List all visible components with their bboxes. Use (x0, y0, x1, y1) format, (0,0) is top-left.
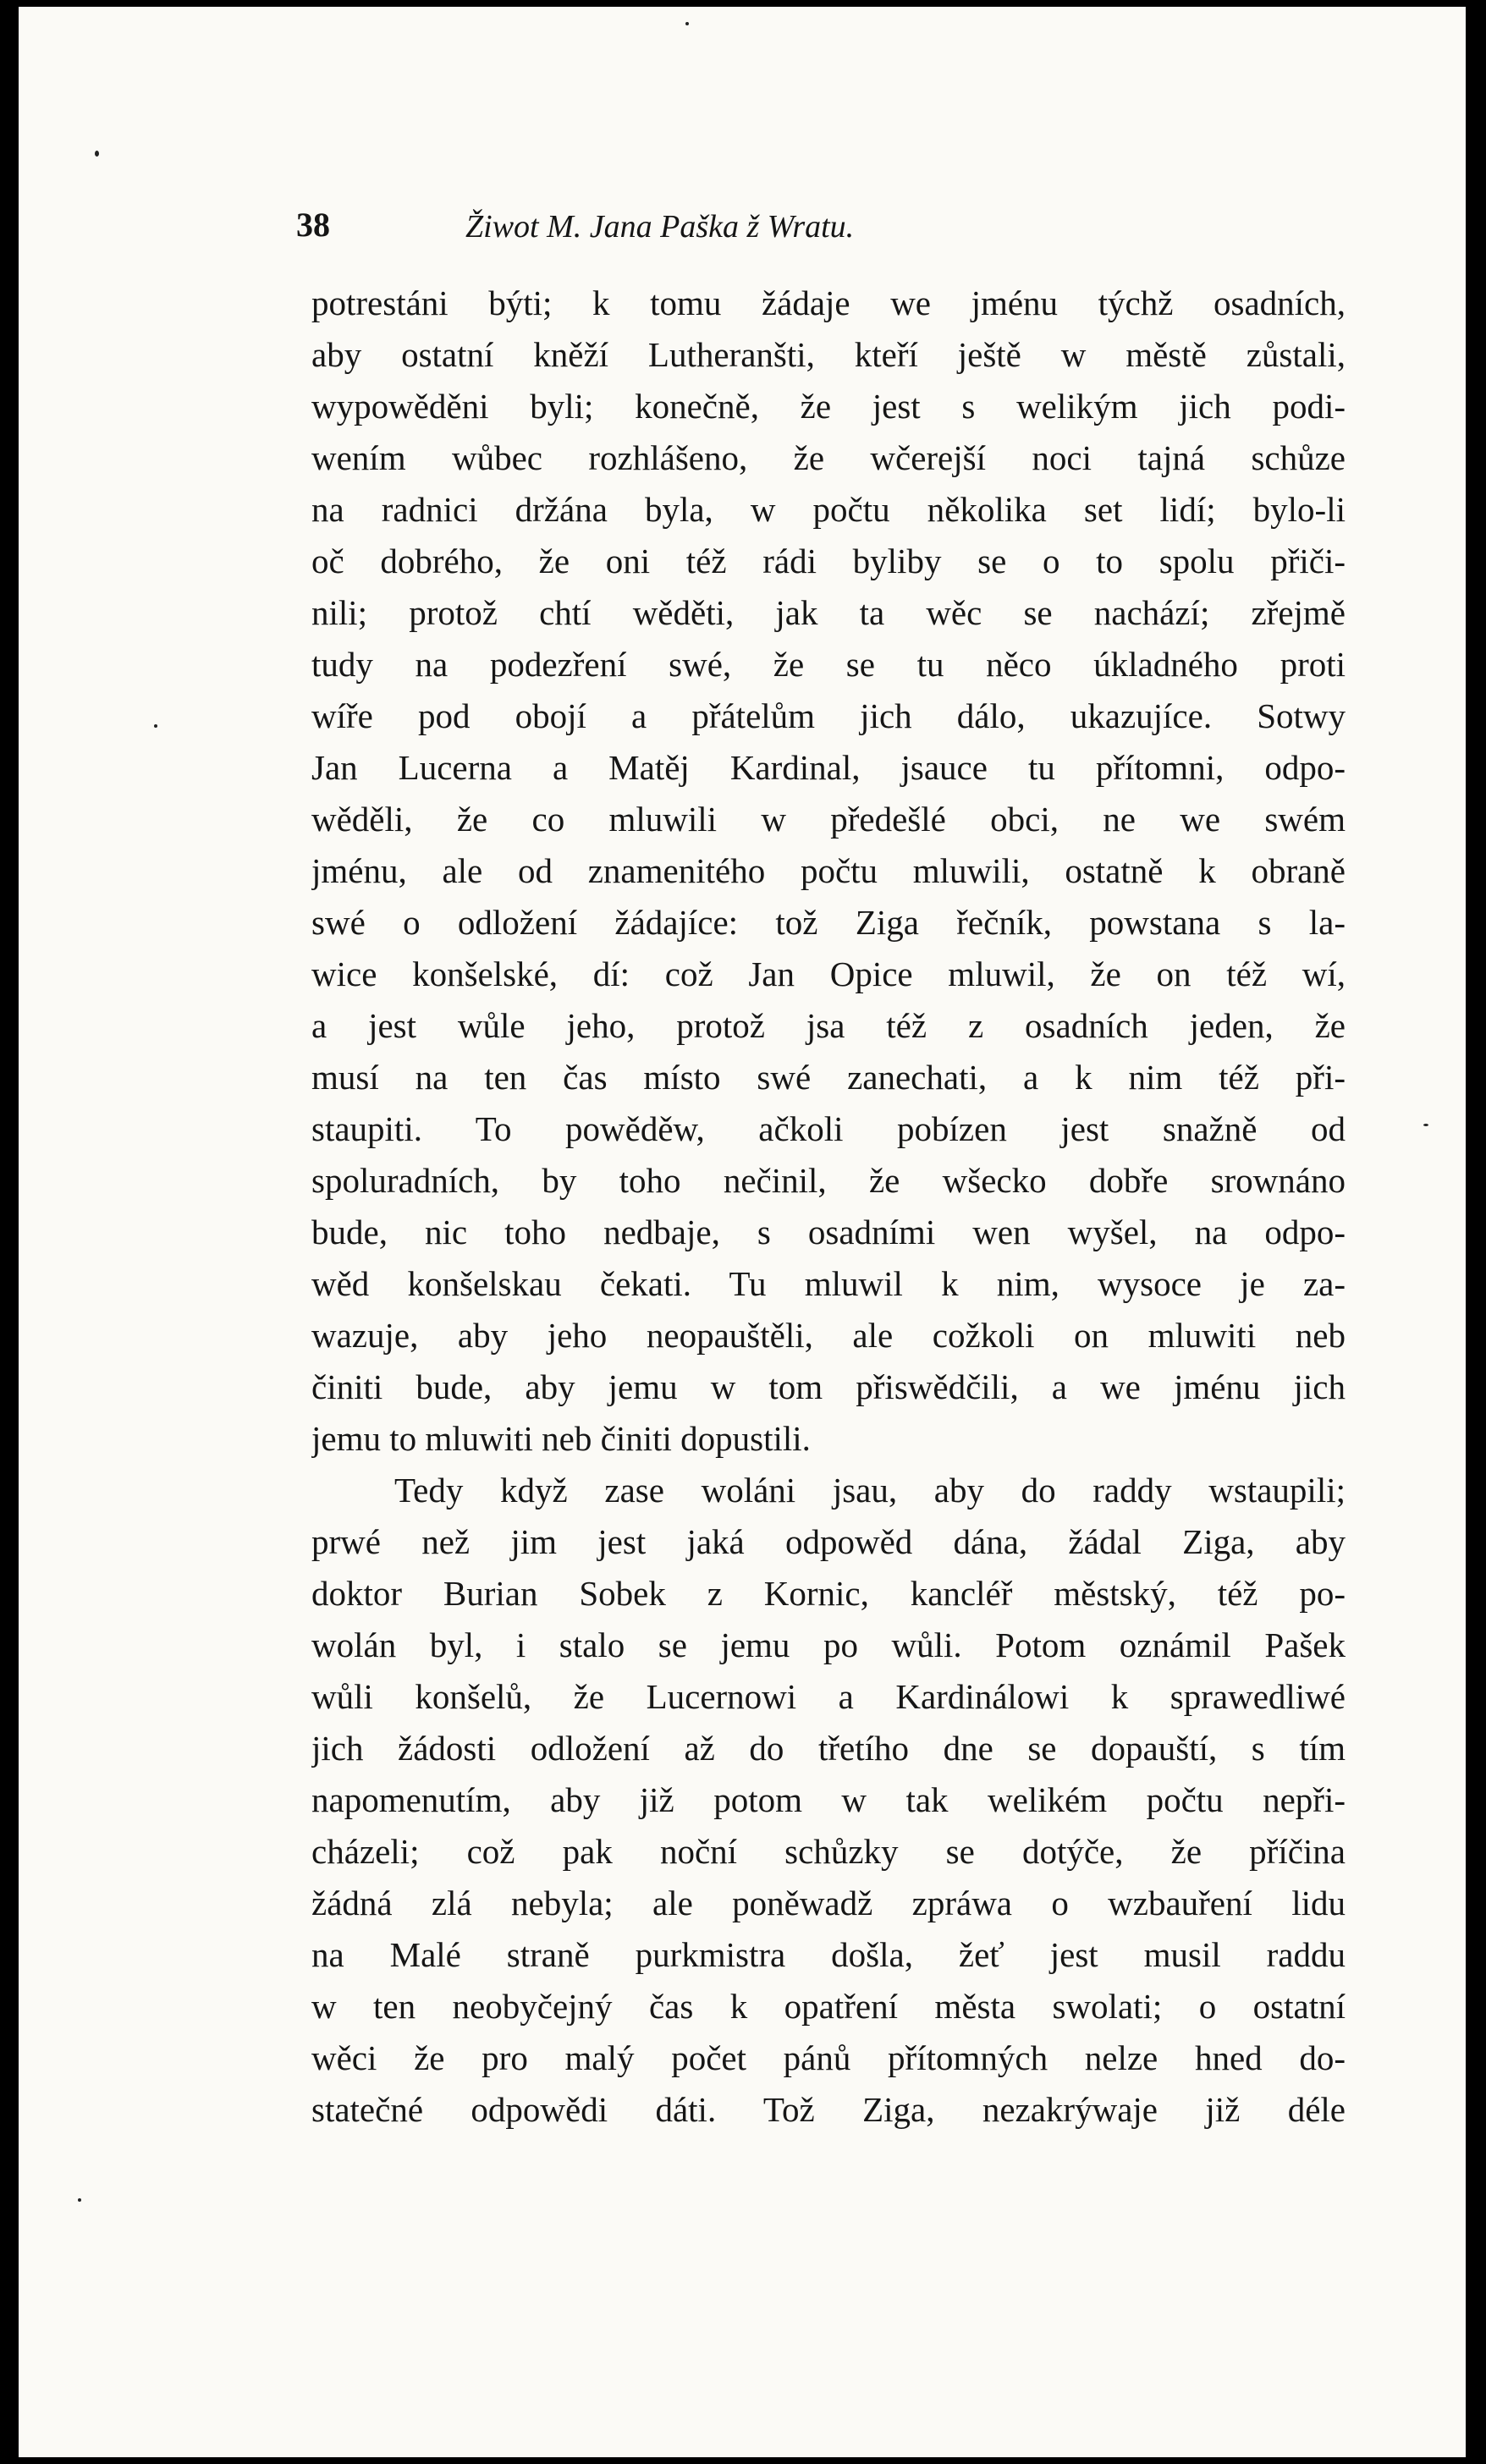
text-line: staupiti. To powěděw, ačkoli pobízen jest snažně od (311, 1109, 1346, 1148)
text-line: wolán byl, i stalo se jemu po wůli. Potom oznámil Pašek (311, 1625, 1346, 1664)
text-line: na radnici držána byla, w počtu několika set lidí; bylo-li (311, 490, 1346, 529)
text-line: jemu to mluwiti neb činiti dopustili. (311, 1419, 811, 1458)
body-text (311, 278, 1346, 2136)
text-line: swé o odložení žádajíce: tož Ziga řečník, powstana s la- (311, 903, 1346, 942)
text-line: Jan Lucerna a Matěj Kardinal, jsauce tu přítomni, odpo- (311, 748, 1346, 787)
text-line: nili; protož chtí wěděti, jak ta wěc se nachází; zřejmě (311, 593, 1346, 632)
text-line: musí na ten čas místo swé zanechati, a k nim též při- (311, 1058, 1346, 1097)
text-line: na Malé straně purkmistra došla, žeť jest musil raddu (311, 1935, 1346, 1974)
page-speck (1423, 1124, 1428, 1126)
text-line: wěd konšelskau čekati. Tu mluwil k nim, wysoce je za- (311, 1264, 1346, 1303)
page-speck (95, 151, 99, 157)
page-number: 38 (296, 206, 330, 244)
text-line: činiti bude, aby jemu w tom přiswědčili, a we jménu jich (311, 1367, 1346, 1406)
text-line: bude, nic toho nedbaje, s osadními wen wyšel, na odpo- (311, 1213, 1346, 1251)
page-speck (78, 2198, 81, 2202)
text-line: tudy na podezření swé, že se tu něco úkladného proti (311, 645, 1346, 684)
page-header (296, 205, 1362, 256)
text-line: prwé než jim jest jaká odpowěd dána, žádal Ziga, aby (311, 1522, 1346, 1561)
text-line: statečné odpowědi dáti. Tož Ziga, nezakrýwaje již déle (311, 2090, 1346, 2129)
text-line: wůli konšelů, že Lucernowi a Kardinálowi k sprawedliwé (311, 1677, 1346, 1716)
text-line: žádná zlá nebyla; ale poněwadž zpráwa o wzbauření lidu (311, 1884, 1346, 1922)
text-line: wením wůbec rozhlášeno, že wčerejší noci tajná schůze (311, 438, 1346, 477)
text-line: doktor Burian Sobek z Kornic, kancléř městský, též po- (311, 1574, 1346, 1613)
text-line: a jest wůle jeho, protož jsa též z osadních jeden, že (311, 1006, 1346, 1045)
text-line: wěci že pro malý počet pánů přítomných nelze hned do- (311, 2038, 1346, 2077)
book-page (19, 7, 1466, 2457)
text-line: wěděli, že co mluwili w předešlé obci, ne we swém (311, 800, 1346, 839)
text-line: jich žádosti odložení až do třetího dne se dopauští, s tím (311, 1729, 1346, 1768)
running-head: Žiwot M. Jana Paška ž Wratu. (465, 209, 855, 245)
text-line: napomenutím, aby již potom w tak welikém počtu nepři- (311, 1780, 1346, 1819)
text-line: Tedy když zase woláni jsau, aby do raddy wstaupili; (394, 1471, 1346, 1510)
text-line: cházeli; což pak noční schůzky se dotýče, že příčina (311, 1832, 1346, 1871)
text-line: wíře pod obojí a přátelům jich dálo, ukazujíce. Sotwy (311, 696, 1346, 735)
page-speck (154, 724, 157, 728)
text-line: aby ostatní kněží Lutheranšti, kteří ještě w městě zůstali, (311, 335, 1346, 374)
text-line: wypowěděni byli; konečně, že jest s welikým jich podi- (311, 387, 1346, 426)
text-line: potrestáni býti; k tomu žádaje we jménu týchž osadních, (311, 283, 1346, 322)
text-line: wazuje, aby jeho neopauštěli, ale cožkoli on mluwiti neb (311, 1316, 1346, 1355)
text-line: jménu, ale od znamenitého počtu mluwili, ostatně k obraně (311, 851, 1346, 890)
page-speck (685, 22, 689, 25)
text-line: w ten neobyčejný čas k opatření města swolati; o ostatní (311, 1987, 1346, 2026)
text-line: oč dobrého, že oni též rádi byliby se o to spolu přiči- (311, 542, 1346, 580)
text-line: spoluradních, by toho nečinil, že wšecko dobře srownáno (311, 1161, 1346, 1200)
text-line: wice konšelské, dí: což Jan Opice mluwil, že on též wí, (311, 954, 1346, 993)
